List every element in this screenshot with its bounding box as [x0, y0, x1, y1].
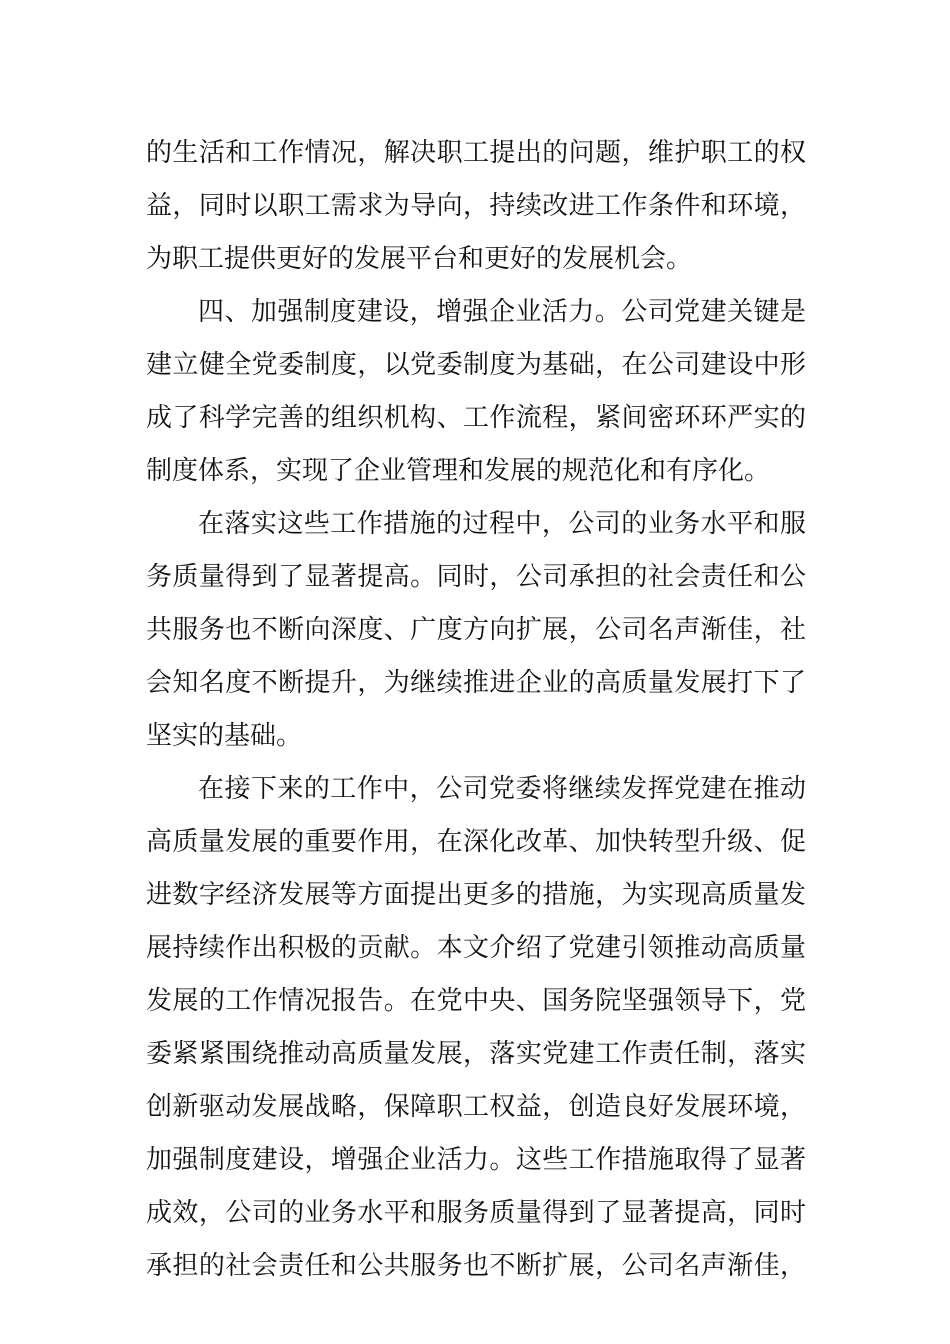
text-line: 务质量得到了显著提高。同时，公司承担的社会责任和公: [146, 562, 806, 592]
document-body: [146, 127, 806, 1293]
text-line: 创新驱动发展战略，保障职工权益，创造良好发展环境，: [146, 1092, 806, 1122]
text-line: 坚实的基础。: [146, 721, 303, 751]
text-line: 建立健全党委制度，以党委制度为基础，在公司建设中形: [146, 350, 806, 380]
text-line: 进数字经济发展等方面提出更多的措施，为实现高质量发: [146, 880, 806, 910]
paragraph-1: [146, 127, 806, 286]
paragraph-4: [146, 763, 806, 1293]
text-line: 展持续作出积极的贡献。本文介绍了党建引领推动高质量: [146, 933, 806, 963]
text-line: 四、加强制度建设，增强企业活力。公司党建关键是: [198, 297, 806, 327]
text-line: 成了科学完善的组织机构、工作流程，紧间密环环严实的: [146, 403, 806, 433]
paragraph-3: [146, 498, 806, 763]
text-line: 高质量发展的重要作用，在深化改革、加快转型升级、促: [146, 827, 806, 857]
text-line: 发展的工作情况报告。在党中央、国务院坚强领导下，党: [146, 986, 806, 1016]
text-line: 益，同时以职工需求为导向，持续改进工作条件和环境，: [146, 191, 806, 221]
text-line: 为职工提供更好的发展平台和更好的发展机会。: [146, 244, 693, 274]
paragraph-2: [146, 286, 806, 498]
text-line: 制度体系，实现了企业管理和发展的规范化和有序化。: [146, 456, 771, 486]
text-line: 在落实这些工作措施的过程中，公司的业务水平和服: [198, 509, 806, 539]
text-line: 共服务也不断向深度、广度方向扩展，公司名声渐佳，社: [146, 615, 806, 645]
text-line: 加强制度建设，增强企业活力。这些工作措施取得了显著: [146, 1145, 806, 1175]
text-line: 成效，公司的业务水平和服务质量得到了显著提高，同时: [146, 1198, 806, 1228]
text-line: 会知名度不断提升，为继续推进企业的高质量发展打下了: [146, 668, 806, 698]
text-line: 承担的社会责任和公共服务也不断扩展，公司名声渐佳，: [146, 1251, 806, 1281]
text-line: 在接下来的工作中，公司党委将继续发挥党建在推动: [198, 774, 806, 804]
text-line: 委紧紧围绕推动高质量发展，落实党建工作责任制，落实: [146, 1039, 806, 1069]
text-line: 的生活和工作情况，解决职工提出的问题，维护职工的权: [146, 138, 806, 168]
